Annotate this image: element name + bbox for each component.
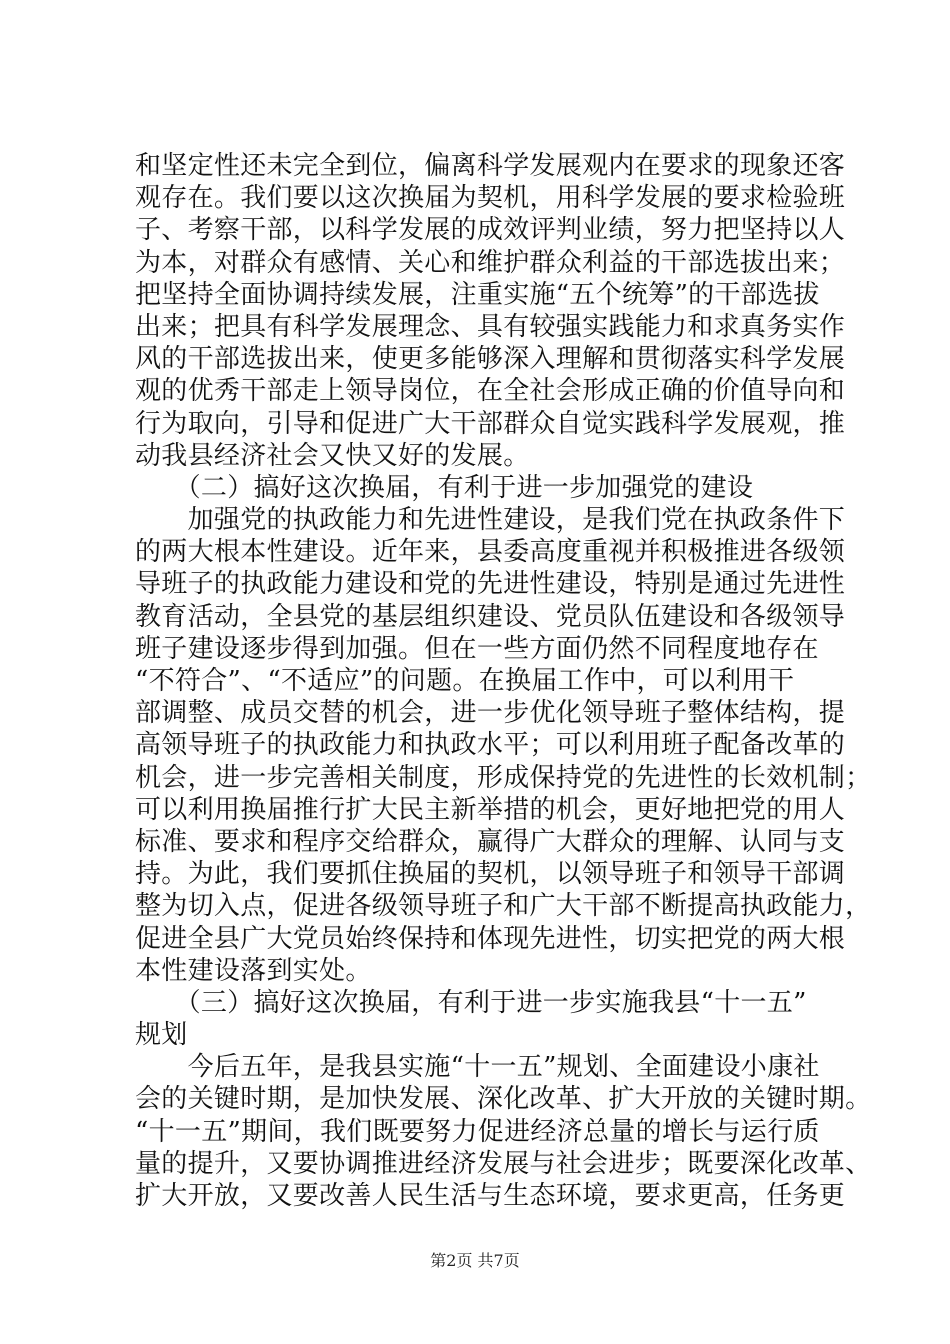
text-line: 教育活动，全县党的基层组织建设、党员队伍建设和各级领导 <box>135 601 846 632</box>
text-line: 今后五年，是我县实施“十一五”规划、全面建设小康社 <box>135 1052 820 1083</box>
text-line: 持。为此，我们要抓住换届的契机，以领导班子和领导干部调 <box>135 859 846 890</box>
text-line: 可以利用换届推行扩大民主新举措的机会，更好地把党的用人 <box>135 794 846 825</box>
text-line: 出来；把具有科学发展理念、具有较强实践能力和求真务实作 <box>135 311 846 342</box>
text-line: 的两大根本性建设。近年来，县委高度重视并积极推进各级领 <box>135 537 846 568</box>
text-line: 加强党的执政能力和先进性建设，是我们党在执政条件下 <box>135 505 846 536</box>
text-line: 把坚持全面协调持续发展，注重实施“五个统筹”的干部选拔 <box>135 279 820 310</box>
text-line: 风的干部选拔出来，使更多能够深入理解和贯彻落实科学发展 <box>135 344 846 375</box>
text-line: 本性建设落到实处。 <box>135 955 372 986</box>
text-line: 和坚定性还未完全到位，偏离科学发展观内在要求的现象还客 <box>135 151 846 181</box>
text-line: 机会，进一步完善相关制度，形成保持党的先进性的长效机制； <box>135 762 872 793</box>
text-line: 行为取向，引导和促进广大干部群众自觉实践科学发展观，推 <box>135 408 846 439</box>
text-line: 标准、要求和程序交给群众，赢得广大群众的理解、认同与支 <box>135 826 846 857</box>
text-line: “十一五”期间，我们既要努力促进经济总量的增长与运行质 <box>135 1116 820 1147</box>
section-heading: （二）搞好这次换届，有利于进一步加强党的建设 <box>135 472 754 503</box>
text-line: 观存在。我们要以这次换届为契机，用科学发展的要求检验班 <box>135 183 846 214</box>
section-heading: （三）搞好这次换届，有利于进一步实施我县“十一五” <box>135 987 807 1018</box>
text-line: 扩大开放，又要改善人民生活与生态环境，要求更高，任务更 <box>135 1181 846 1211</box>
text-line: 高领导班子的执政能力和执政水平；可以利用班子配备改革的 <box>135 730 846 761</box>
text-line: 为本，对群众有感情、关心和维护群众利益的干部选拔出来； <box>135 247 846 278</box>
text-line: 部调整、成员交替的机会，进一步优化领导班子整体结构，提 <box>135 698 846 729</box>
text-line: 班子建设逐步得到加强。但在一些方面仍然不同程度地存在 <box>135 633 819 664</box>
text-line: 促进全县广大党员始终保持和体现先进性，切实把党的两大根 <box>135 923 846 954</box>
text-line: 会的关键时期，是加快发展、深化改革、扩大开放的关键时期。 <box>135 1084 872 1115</box>
section-heading-continued: 规划 <box>135 1020 188 1051</box>
text-line: 整为切入点，促进各级领导班子和广大干部不断提高执政能力， <box>135 891 872 922</box>
text-line: 导班子的执政能力建设和党的先进性建设，特别是通过先进性 <box>135 569 846 600</box>
text-line: 子、考察干部，以科学发展的成效评判业绩，努力把坚持以人 <box>135 215 846 246</box>
page-number-footer: 第2页 共7页 <box>430 1251 520 1270</box>
text-line: 观的优秀干部走上领导岗位，在全社会形成正确的价值导向和 <box>135 376 846 407</box>
text-line: “不符合”、“不适应”的问题。在换届工作中，可以利用干 <box>135 666 795 696</box>
text-line: 动我县经济社会又快又好的发展。 <box>135 440 530 471</box>
document-body <box>135 150 872 1212</box>
text-line: 量的提升，又要协调推进经济发展与社会进步；既要深化改革、 <box>135 1148 872 1179</box>
